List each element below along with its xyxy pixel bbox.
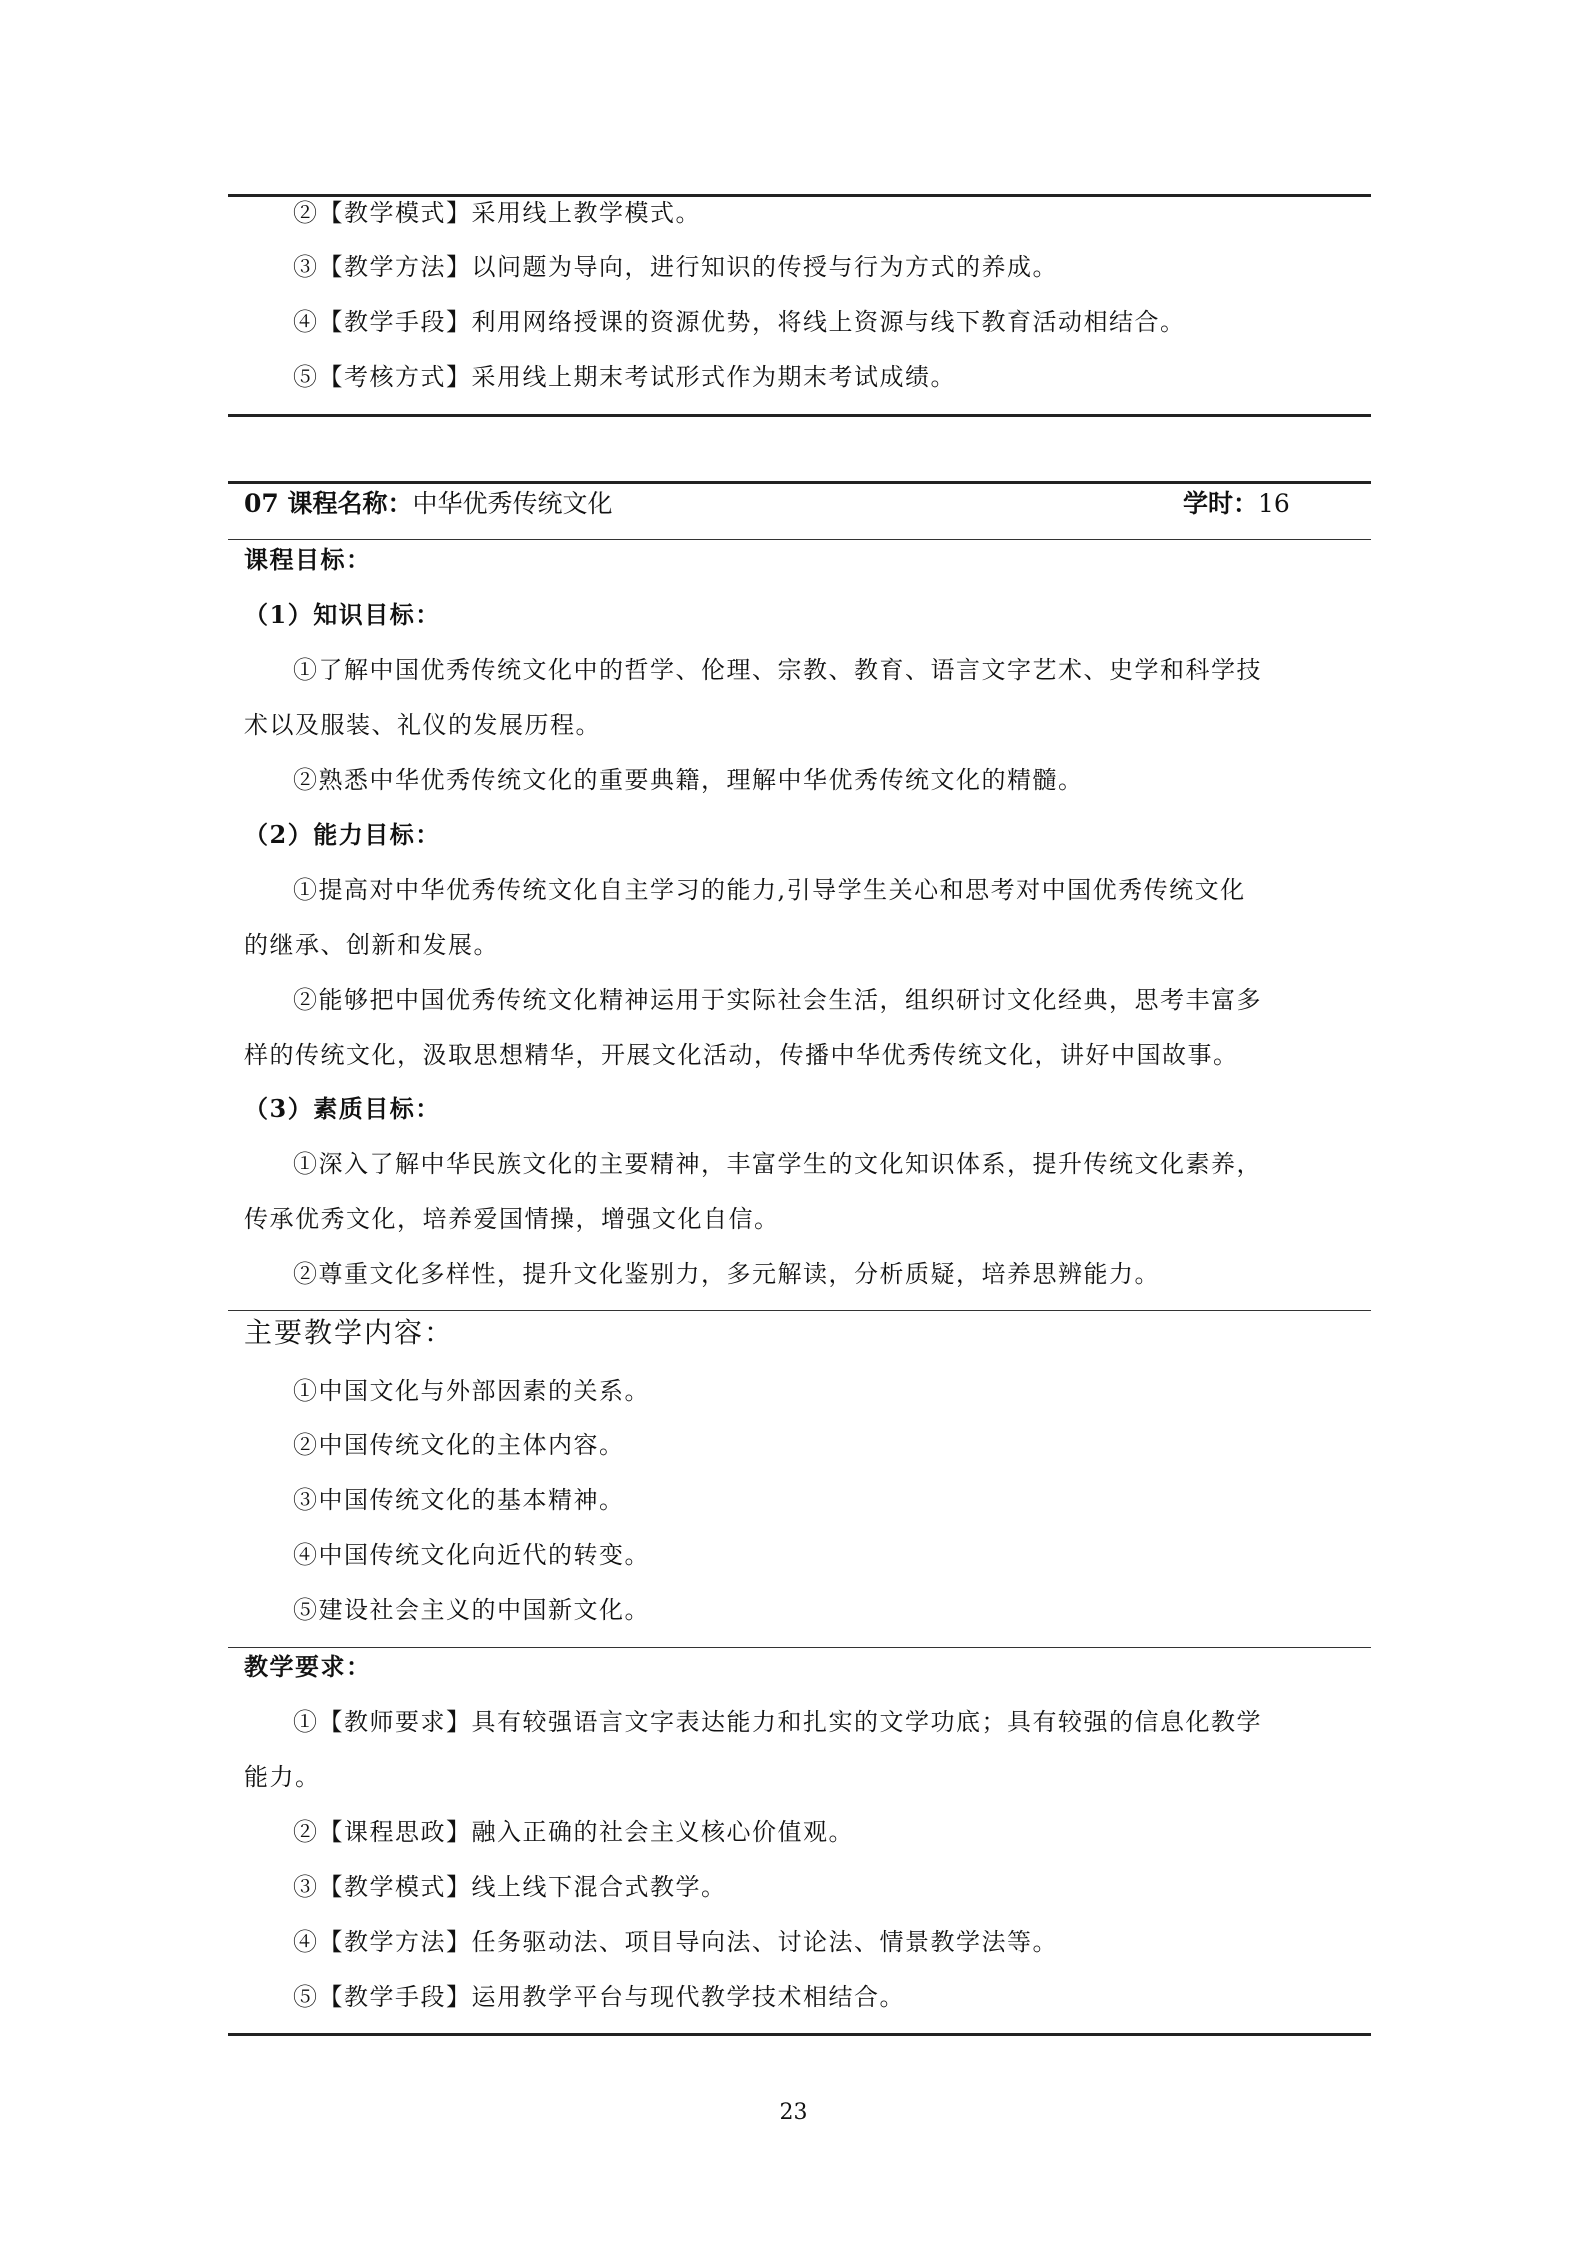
course-header-divider bbox=[228, 539, 1371, 540]
quality-2: ②尊重文化多样性，提升文化鉴别力，多元解读，分析质疑，培养思辨能力。 bbox=[293, 1260, 1160, 1288]
content-item-2: ②中国传统文化的主体内容。 bbox=[293, 1431, 625, 1459]
course-table-bottom-border bbox=[228, 2033, 1371, 2036]
course-number-label: 07 课程名称： bbox=[244, 489, 413, 518]
content-item-3: ③中国传统文化的基本精神。 bbox=[293, 1486, 625, 1514]
requirements-divider bbox=[228, 1647, 1371, 1648]
course-hours-label: 学时： bbox=[1183, 489, 1259, 518]
course-hours-row bbox=[1183, 488, 1290, 520]
ability-1-line-1: ①提高对中华优秀传统文化自主学习的能力,引导学生关心和思考对中国优秀传统文化 bbox=[293, 876, 1246, 904]
req-5: ⑤【教学手段】运用教学平台与现代教学技术相结合。 bbox=[293, 1983, 905, 2011]
course-name-row bbox=[244, 488, 613, 520]
knowledge-title: （1）知识目标： bbox=[244, 600, 441, 629]
table-top-border bbox=[228, 194, 1371, 197]
knowledge-1-line-2: 术以及服装、礼仪的发展历程。 bbox=[244, 711, 601, 739]
table-bottom-border bbox=[228, 414, 1371, 417]
quality-1-line-2: 传承优秀文化，培养爱国情操，增强文化自信。 bbox=[244, 1205, 780, 1233]
content-item-5: ⑤建设社会主义的中国新文化。 bbox=[293, 1596, 650, 1624]
prev-req-3: ③【教学方法】以问题为导向，进行知识的传授与行为方式的养成。 bbox=[293, 253, 1058, 281]
prev-req-5: ⑤【考核方式】采用线上期末考试形式作为期末考试成绩。 bbox=[293, 363, 956, 391]
content-divider bbox=[228, 1310, 1371, 1311]
knowledge-1-line-1: ①了解中国优秀传统文化中的哲学、伦理、宗教、教育、语言文字艺术、史学和科学技 bbox=[293, 656, 1262, 684]
quality-title: （3）素质目标： bbox=[244, 1094, 441, 1123]
content-title: 主要教学内容： bbox=[244, 1316, 455, 1349]
ability-2-line-1: ②能够把中国优秀传统文化精神运用于实际社会生活，组织研讨文化经典，思考丰富多 bbox=[293, 986, 1262, 1014]
course-hours: 16 bbox=[1258, 489, 1290, 518]
course-table-top-border bbox=[228, 481, 1371, 484]
content-item-4: ④中国传统文化向近代的转变。 bbox=[293, 1541, 650, 1569]
req-1-line-2: 能力。 bbox=[244, 1763, 321, 1791]
req-4: ④【教学方法】任务驱动法、项目导向法、讨论法、情景教学法等。 bbox=[293, 1928, 1058, 1956]
prev-req-4: ④【教学手段】利用网络授课的资源优势，将线上资源与线下教育活动相结合。 bbox=[293, 308, 1186, 336]
page-number: 23 bbox=[779, 2100, 808, 2125]
knowledge-2: ②熟悉中华优秀传统文化的重要典籍，理解中华优秀传统文化的精髓。 bbox=[293, 766, 1084, 794]
content-item-1: ①中国文化与外部因素的关系。 bbox=[293, 1377, 650, 1405]
course-name: 中华优秀传统文化 bbox=[412, 489, 613, 518]
ability-title: （2）能力目标： bbox=[244, 820, 441, 849]
req-1-line-1: ①【教师要求】具有较强语言文字表达能力和扎实的文学功底；具有较强的信息化教学 bbox=[293, 1708, 1262, 1736]
quality-1-line-1: ①深入了解中华民族文化的主要精神，丰富学生的文化知识体系，提升传统文化素养， bbox=[293, 1150, 1262, 1178]
req-2: ②【课程思政】融入正确的社会主义核心价值观。 bbox=[293, 1818, 854, 1846]
prev-req-2: ②【教学模式】采用线上教学模式。 bbox=[293, 199, 701, 227]
requirements-title: 教学要求： bbox=[244, 1652, 372, 1681]
ability-2-line-2: 样的传统文化，汲取思想精华，开展文化活动，传播中华优秀传统文化，讲好中国故事。 bbox=[244, 1041, 1239, 1069]
req-3: ③【教学模式】线上线下混合式教学。 bbox=[293, 1873, 727, 1901]
ability-1-line-2: 的继承、创新和发展。 bbox=[244, 931, 499, 959]
objectives-title: 课程目标： bbox=[244, 545, 372, 574]
